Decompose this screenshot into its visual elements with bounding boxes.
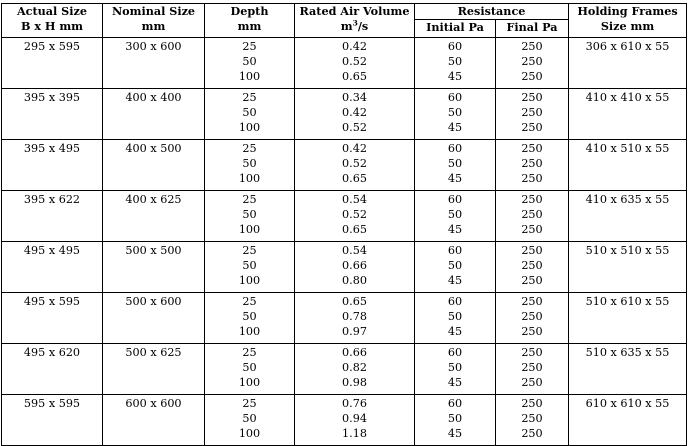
- initial-pa-cell: [415, 89, 496, 140]
- initial-pa-cell-value: 50: [447, 208, 463, 221]
- air-volume-cell-value: 1.18: [342, 427, 367, 440]
- initial-pa-cell-value: 50: [447, 259, 463, 272]
- depth-cell-value: 50: [242, 55, 257, 68]
- holding-frame-cell: 410 x 635 x 55: [569, 191, 687, 242]
- actual-size-cell: 495 x 620: [2, 344, 103, 395]
- holding-frame-cell: 510 x 635 x 55: [569, 344, 687, 395]
- holding-frame-cell: 306 x 610 x 55: [569, 38, 687, 89]
- header-air-volume: [295, 4, 415, 38]
- initial-pa-cell-value: 50: [447, 310, 463, 323]
- depth-cell-value: 100: [238, 427, 261, 440]
- initial-pa-cell-value: 60: [447, 142, 463, 155]
- air-volume-cell-value: 0.34: [342, 91, 367, 104]
- final-pa-cell-value: 250: [521, 427, 543, 440]
- final-pa-cell: [496, 242, 569, 293]
- air-volume-cell-value: 0.52: [342, 121, 367, 134]
- final-pa-cell-value: 250: [521, 223, 543, 236]
- air-volume-cell-value: 0.98: [342, 376, 367, 389]
- depth-cell-value: 50: [242, 412, 257, 425]
- final-pa-cell-value: 250: [521, 40, 543, 53]
- initial-pa-cell-value: 45: [447, 376, 463, 389]
- initial-pa-cell-value: 60: [447, 346, 463, 359]
- header-row-1: [2, 4, 687, 20]
- depth-cell-value: 50: [242, 361, 257, 374]
- final-pa-cell: [496, 191, 569, 242]
- holding-frame-cell: 410 x 510 x 55: [569, 140, 687, 191]
- initial-pa-cell-value: 45: [447, 274, 463, 287]
- air-volume-cell-value: 0.65: [342, 295, 367, 308]
- header-final-pa: Final Pa: [496, 20, 569, 38]
- final-pa-cell-value: 250: [521, 193, 543, 206]
- final-pa-cell-value: 250: [521, 157, 543, 170]
- nominal-size-cell: 400 x 400: [103, 89, 205, 140]
- final-pa-cell: [496, 293, 569, 344]
- table-row: [2, 242, 687, 293]
- table-row: [2, 89, 687, 140]
- depth-cell: [205, 38, 295, 89]
- air-volume-cell-value: 0.42: [342, 106, 367, 119]
- nominal-size-cell: 300 x 600: [103, 38, 205, 89]
- depth-cell-value: 100: [238, 223, 261, 236]
- table-row: [2, 38, 687, 89]
- air-volume-cell-value: 0.65: [342, 172, 367, 185]
- actual-size-cell: 495 x 495: [2, 242, 103, 293]
- initial-pa-cell: [415, 191, 496, 242]
- table-body: [2, 38, 687, 446]
- initial-pa-cell-value: 60: [447, 91, 463, 104]
- air-volume-cell: [295, 89, 415, 140]
- initial-pa-cell-value: 50: [447, 361, 463, 374]
- final-pa-cell-value: 250: [521, 106, 543, 119]
- table-row: [2, 395, 687, 446]
- final-pa-cell-value: 250: [521, 172, 543, 185]
- air-volume-cell-value: 0.42: [342, 40, 367, 53]
- air-volume-cell-value: 0.52: [342, 208, 367, 221]
- air-volume-cell-value: 0.76: [342, 397, 367, 410]
- filter-size-table-container: [1, 3, 687, 446]
- nominal-size-cell: 500 x 625: [103, 344, 205, 395]
- final-pa-cell-value: 250: [521, 274, 543, 287]
- initial-pa-cell-value: 50: [447, 157, 463, 170]
- depth-cell-value: 25: [242, 142, 257, 155]
- holding-frame-cell: 510 x 510 x 55: [569, 242, 687, 293]
- air-volume-cell: [295, 191, 415, 242]
- air-volume-cell-value: 0.66: [342, 259, 367, 272]
- initial-pa-cell: [415, 293, 496, 344]
- initial-pa-cell-value: 50: [447, 412, 463, 425]
- depth-cell-value: 25: [242, 193, 257, 206]
- table-row: [2, 293, 687, 344]
- table-row: [2, 344, 687, 395]
- final-pa-cell-value: 250: [521, 325, 543, 338]
- air-volume-cell-value: 0.54: [342, 244, 367, 257]
- header-holding-frames-line2: Size mm: [600, 19, 655, 33]
- final-pa-cell-value: 250: [521, 244, 543, 257]
- final-pa-cell: [496, 89, 569, 140]
- initial-pa-cell-value: 60: [447, 295, 463, 308]
- final-pa-cell: [496, 38, 569, 89]
- depth-cell: [205, 191, 295, 242]
- header-resistance: Resistance: [415, 4, 569, 20]
- air-volume-cell-value: 0.94: [342, 412, 367, 425]
- depth-cell: [205, 140, 295, 191]
- final-pa-cell-value: 250: [521, 295, 543, 308]
- depth-cell-value: 25: [242, 295, 257, 308]
- depth-cell-value: 100: [238, 70, 261, 83]
- depth-cell: [205, 89, 295, 140]
- depth-cell-value: 50: [242, 157, 257, 170]
- final-pa-cell-value: 250: [521, 55, 543, 68]
- depth-cell-value: 100: [238, 172, 261, 185]
- header-air-volume-unit: m: [340, 19, 353, 33]
- initial-pa-cell: [415, 242, 496, 293]
- final-pa-cell: [496, 140, 569, 191]
- air-volume-cell-value: 0.82: [342, 361, 367, 374]
- air-volume-cell-value: 0.97: [342, 325, 367, 338]
- nominal-size-cell: 400 x 625: [103, 191, 205, 242]
- depth-cell-value: 25: [242, 91, 257, 104]
- initial-pa-cell-value: 45: [447, 427, 463, 440]
- initial-pa-cell-value: 60: [447, 244, 463, 257]
- final-pa-cell-value: 250: [521, 142, 543, 155]
- header-actual-size-line1: Actual Size: [17, 4, 87, 18]
- actual-size-cell: 595 x 595: [2, 395, 103, 446]
- header-actual-size: [2, 4, 103, 38]
- depth-cell-value: 100: [238, 274, 261, 287]
- header-air-volume-line1: Rated Air Volume: [299, 4, 410, 18]
- depth-cell: [205, 293, 295, 344]
- depth-cell-value: 25: [242, 40, 257, 53]
- actual-size-cell: 495 x 595: [2, 293, 103, 344]
- header-holding-frames: [569, 4, 687, 38]
- actual-size-cell: 395 x 495: [2, 140, 103, 191]
- holding-frame-cell: 410 x 410 x 55: [569, 89, 687, 140]
- final-pa-cell: [496, 395, 569, 446]
- depth-cell-value: 25: [242, 346, 257, 359]
- header-depth-line1: Depth: [230, 4, 269, 18]
- final-pa-cell-value: 250: [521, 346, 543, 359]
- depth-cell: [205, 242, 295, 293]
- final-pa-cell-value: 250: [521, 412, 543, 425]
- final-pa-cell-value: 250: [521, 310, 543, 323]
- header-depth-line2: mm: [237, 19, 262, 33]
- initial-pa-cell-value: 45: [447, 325, 463, 338]
- initial-pa-cell-value: 60: [447, 397, 463, 410]
- final-pa-cell-value: 250: [521, 208, 543, 221]
- table-row: [2, 191, 687, 242]
- nominal-size-cell: 500 x 500: [103, 242, 205, 293]
- header-holding-frames-line1: Holding Frames: [577, 4, 678, 18]
- depth-cell-value: 50: [242, 208, 257, 221]
- final-pa-cell-value: 250: [521, 397, 543, 410]
- depth-cell-value: 50: [242, 106, 257, 119]
- header-actual-size-line2: B x H mm: [20, 19, 84, 33]
- air-volume-cell: [295, 140, 415, 191]
- depth-cell-value: 50: [242, 259, 257, 272]
- final-pa-cell-value: 250: [521, 259, 543, 272]
- air-volume-cell: [295, 344, 415, 395]
- nominal-size-cell: 500 x 600: [103, 293, 205, 344]
- actual-size-cell: 295 x 595: [2, 38, 103, 89]
- air-volume-cell: [295, 38, 415, 89]
- header-nominal-size: [103, 4, 205, 38]
- depth-cell: [205, 395, 295, 446]
- air-volume-cell-value: 0.78: [342, 310, 367, 323]
- air-volume-cell-value: 0.52: [342, 55, 367, 68]
- header-depth: [205, 4, 295, 38]
- air-volume-cell-value: 0.52: [342, 157, 367, 170]
- header-nominal-size-line2: mm: [141, 19, 166, 33]
- air-volume-cell: [295, 395, 415, 446]
- initial-pa-cell-value: 45: [447, 121, 463, 134]
- header-initial-pa: Initial Pa: [415, 20, 496, 38]
- initial-pa-cell: [415, 344, 496, 395]
- final-pa-cell-value: 250: [521, 121, 543, 134]
- final-pa-cell-value: 250: [521, 376, 543, 389]
- actual-size-cell: 395 x 395: [2, 89, 103, 140]
- header-nominal-size-line1: Nominal Size: [111, 4, 196, 18]
- nominal-size-cell: 400 x 500: [103, 140, 205, 191]
- header-air-volume-unit-suffix: /s: [357, 19, 369, 33]
- final-pa-cell-value: 250: [521, 361, 543, 374]
- air-volume-cell-value: 0.54: [342, 193, 367, 206]
- air-volume-cell-value: 0.42: [342, 142, 367, 155]
- holding-frame-cell: 510 x 610 x 55: [569, 293, 687, 344]
- depth-cell: [205, 344, 295, 395]
- depth-cell-value: 100: [238, 325, 261, 338]
- holding-frame-cell: 610 x 610 x 55: [569, 395, 687, 446]
- depth-cell-value: 25: [242, 244, 257, 257]
- initial-pa-cell: [415, 395, 496, 446]
- air-volume-cell-value: 0.65: [342, 223, 367, 236]
- filter-size-table: [1, 3, 687, 446]
- depth-cell-value: 25: [242, 397, 257, 410]
- initial-pa-cell-value: 50: [447, 106, 463, 119]
- header-air-volume-exponent: 3: [352, 18, 358, 28]
- air-volume-cell-value: 0.66: [342, 346, 367, 359]
- final-pa-cell: [496, 344, 569, 395]
- initial-pa-cell-value: 60: [447, 40, 463, 53]
- table-row: [2, 140, 687, 191]
- initial-pa-cell-value: 45: [447, 172, 463, 185]
- initial-pa-cell-value: 45: [447, 70, 463, 83]
- depth-cell-value: 50: [242, 310, 257, 323]
- initial-pa-cell: [415, 38, 496, 89]
- air-volume-cell: [295, 293, 415, 344]
- initial-pa-cell: [415, 140, 496, 191]
- depth-cell-value: 100: [238, 121, 261, 134]
- actual-size-cell: 395 x 622: [2, 191, 103, 242]
- air-volume-cell: [295, 242, 415, 293]
- depth-cell-value: 100: [238, 376, 261, 389]
- initial-pa-cell-value: 45: [447, 223, 463, 236]
- air-volume-cell-value: 0.80: [342, 274, 367, 287]
- nominal-size-cell: 600 x 600: [103, 395, 205, 446]
- final-pa-cell-value: 250: [521, 70, 543, 83]
- initial-pa-cell-value: 50: [447, 55, 463, 68]
- final-pa-cell-value: 250: [521, 91, 543, 104]
- initial-pa-cell-value: 60: [447, 193, 463, 206]
- air-volume-cell-value: 0.65: [342, 70, 367, 83]
